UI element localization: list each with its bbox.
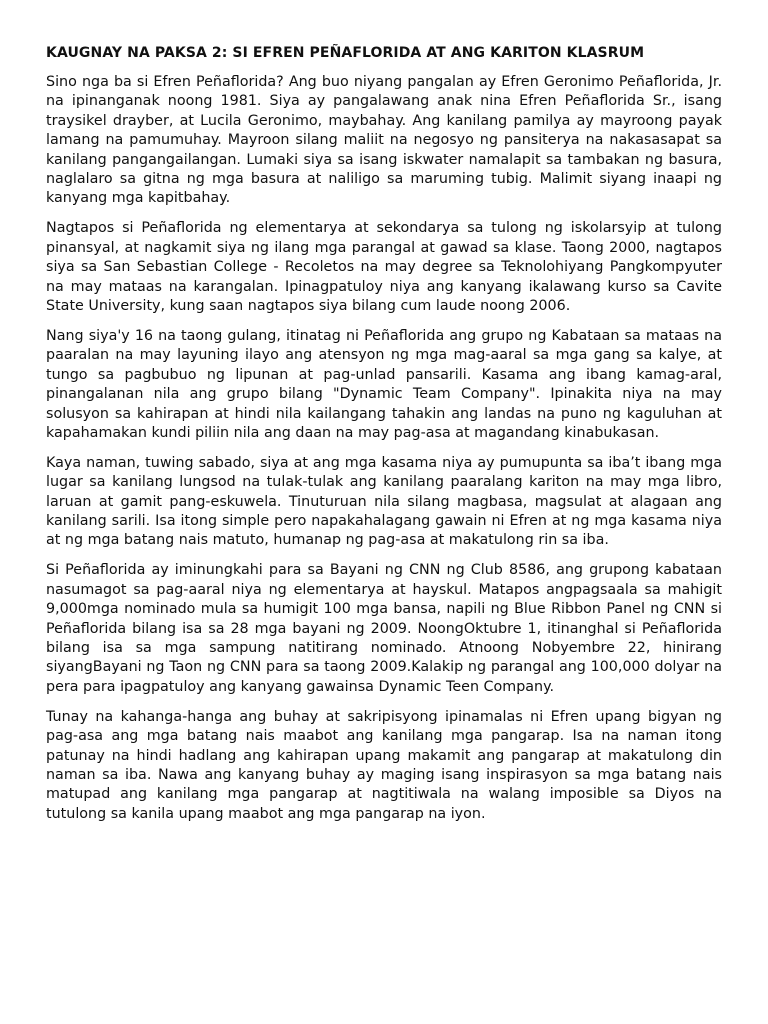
paragraph-3: Nang siya'y 16 na taong gulang, itinatag ni Peñaflorida ang grupo ng Kabataan sa mataas na paaralan na may layuning ilayo ang atensyon ng mga mag-aaral sa mga gang sa kalye, at tungo sa pagbubuo ng lipunan at pag-unlad pansarili. Kasama ang ibang kamag-aral, pinangalanan nila ang grupo bilang "Dynamic Team Company". Ipinakita niya na may solusyon sa kahirapan at hindi nila kailangang tahakin ang landas na puno ng kaguluhan at kapahamakan kundi piliin nila ang daan na may pag-asa at magandang kinabukasan. [46,327,722,441]
paragraph-1: Sino nga ba si Efren Peñaflorida? Ang buo niyang pangalan ay Efren Geronimo Peñaflorida, Jr. na ipinanganak noong 1981. Siya ay pangalawang anak nina Efren Peñaflorida Sr., isang traysikel drayber, at Lucila Geronimo, maybahay. Ang kanilang pamilya ay mayroong payak lamang na pamumuhay. Mayroon silang maliit na negosyo ng pansiterya na nakasasapat sa kanilang pangangailangan. Lumaki siya sa isang iskwater namalapit sa tambakan ng basura, naglalaro sa gitna ng mga basura at naliligo sa maruming tubig. Malimit siyang inaapi ng kanyang mga kapitbahay. [46,74,722,207]
paragraph-4: Kaya naman, tuwing sabado, siya at ang mga kasama niya ay pumupunta sa iba’t ibang mga lugar sa kanilang lungsod na tulak-tulak ang kanilang paaralang kariton na may mga libro, laruan at gamit pang-eskuwela. Tinuturuan nila silang magbasa, magsulat at alagaan ang kanilang sarili. Isa itong simple pero napakahalagang gawain ni Efren at ng mga kasama niya at ng mga batang nais matuto, humanap ng pag-asa at makatulong rin sa iba. [46,454,722,549]
paragraph-2: Nagtapos si Peñaflorida ng elementarya at sekondarya sa tulong ng iskolarsyip at tulong pinansyal, at nagkamit siya ng ilang mga parangal at gawad sa klase. Taong 2000, nagtapos siya sa San Sebastian College - Recoletos na may degree sa Teknolohiyang Pangkompyuter na may mataas na karangalan. Ipinagpatuloy niya ang kanyang ikalawang kurso sa Cavite State University, kung saan nagtapos siya bilang cum laude noong 2006. [46,220,722,314]
document-page [46,44,722,835]
paragraph-5: Si Peñaflorida ay iminungkahi para sa Bayani ng CNN ng Club 8586, ang grupong kabataan nasumagot sa pag-aaral niya ng elementarya at hayskul. Matapos angpagsaala sa mahigit 9,000mga nominado mula sa humigit 100 mga bansa, napili ng Blue Ribbon Panel ng CNN si Peñaflorida bilang isa sa 28 mga bayani ng 2009. NoongOktubre 1, itinanghal si Peñaflorida bilang isa sa mga sampung natitirang nominado. Atnoong Nobyembre 22, hinirang siyangBayani ng Taon ng CNN para sa taong 2009.Kalakip ng parangal ang 100,000 dolyar na pera para ipagpatuloy ang kanyang gawainsa Dynamic Teen Company. [46,562,722,695]
document-title: KAUGNAY NA PAKSA 2: SI EFREN PEÑAFLORIDA AT ANG KARITON KLASRUM [46,45,645,61]
paragraph-6: Tunay na kahanga-hanga ang buhay at sakripisyong ipinamalas ni Efren upang bigyan ng pag-asa ang mga batang nais maabot ang kanilang mga pangarap. Isa na naman itong patunay na hindi hadlang ang kahirapan upang makamit ang pangarap at makatulong din naman sa iba. Nawa ang kanyang buhay ay maging isang inspirasyon sa mga batang nais matupad ang kanilang mga pangarap at nagtitiwala na walang imposible sa Diyos na tutulong sa kanila upang maabot ang mga pangarap na iyon. [46,708,722,822]
